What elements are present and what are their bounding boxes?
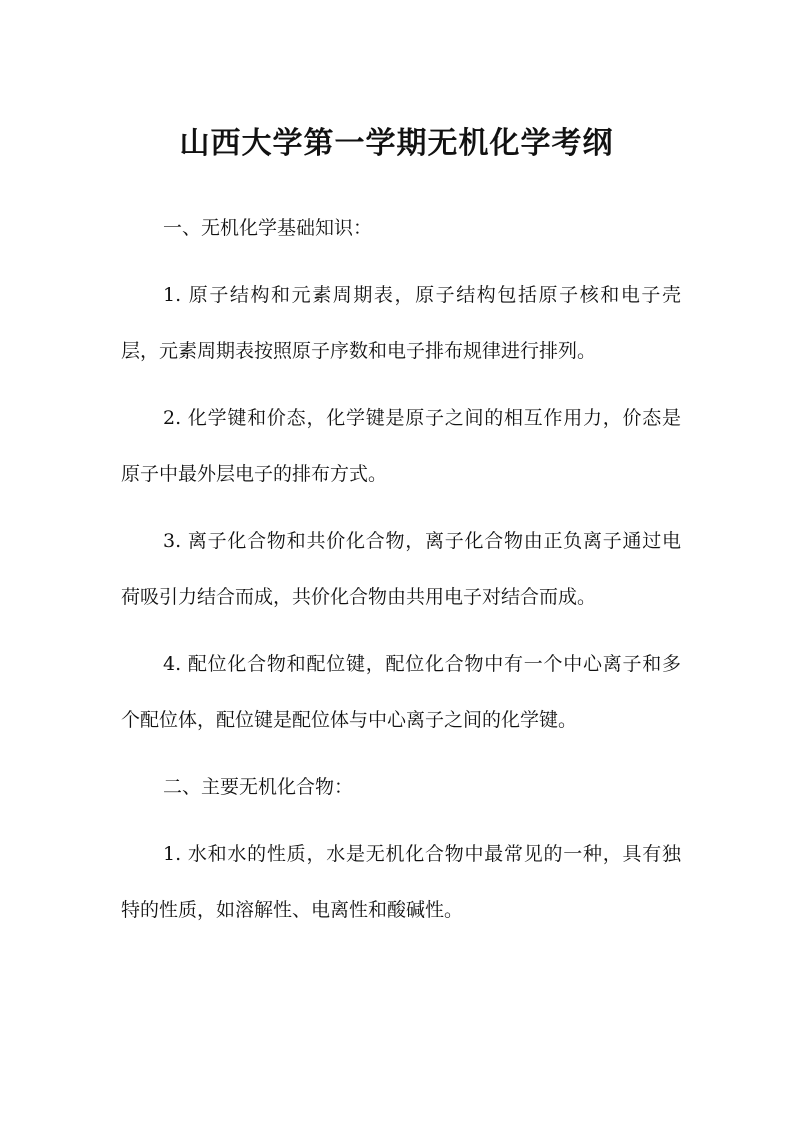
section-item: 3. 离子化合物和共价化合物，离子化合物由正负离子通过电荷吸引力结合而成，共价化合物由共用电子对结合而成。 — [121, 530, 681, 608]
section-item: 4. 配位化合物和配位键，配位化合物中有一个中心离子和多个配位体，配位键是配位体与中心离子之间的化学键。 — [121, 653, 681, 731]
section-item: 2. 化学键和价态，化学键是原子之间的相互作用力，价态是原子中最外层电子的排布方式。 — [121, 407, 681, 485]
document-body — [121, 200, 681, 949]
document-title: 山西大学第一学期无机化学考纲 — [179, 126, 614, 161]
section-heading: 一、无机化学基础知识： — [163, 217, 373, 239]
section-heading: 二、主要无机化合物： — [163, 776, 354, 798]
section-item: 1. 原子结构和元素周期表，原子结构包括原子核和电子壳层，元素周期表按照原子序数和电子排布规律进行排列。 — [121, 284, 681, 362]
section-item: 1. 水和水的性质，水是无机化合物中最常见的一种，具有独特的性质，如溶解性、电离性和酸碱性。 — [121, 843, 681, 921]
